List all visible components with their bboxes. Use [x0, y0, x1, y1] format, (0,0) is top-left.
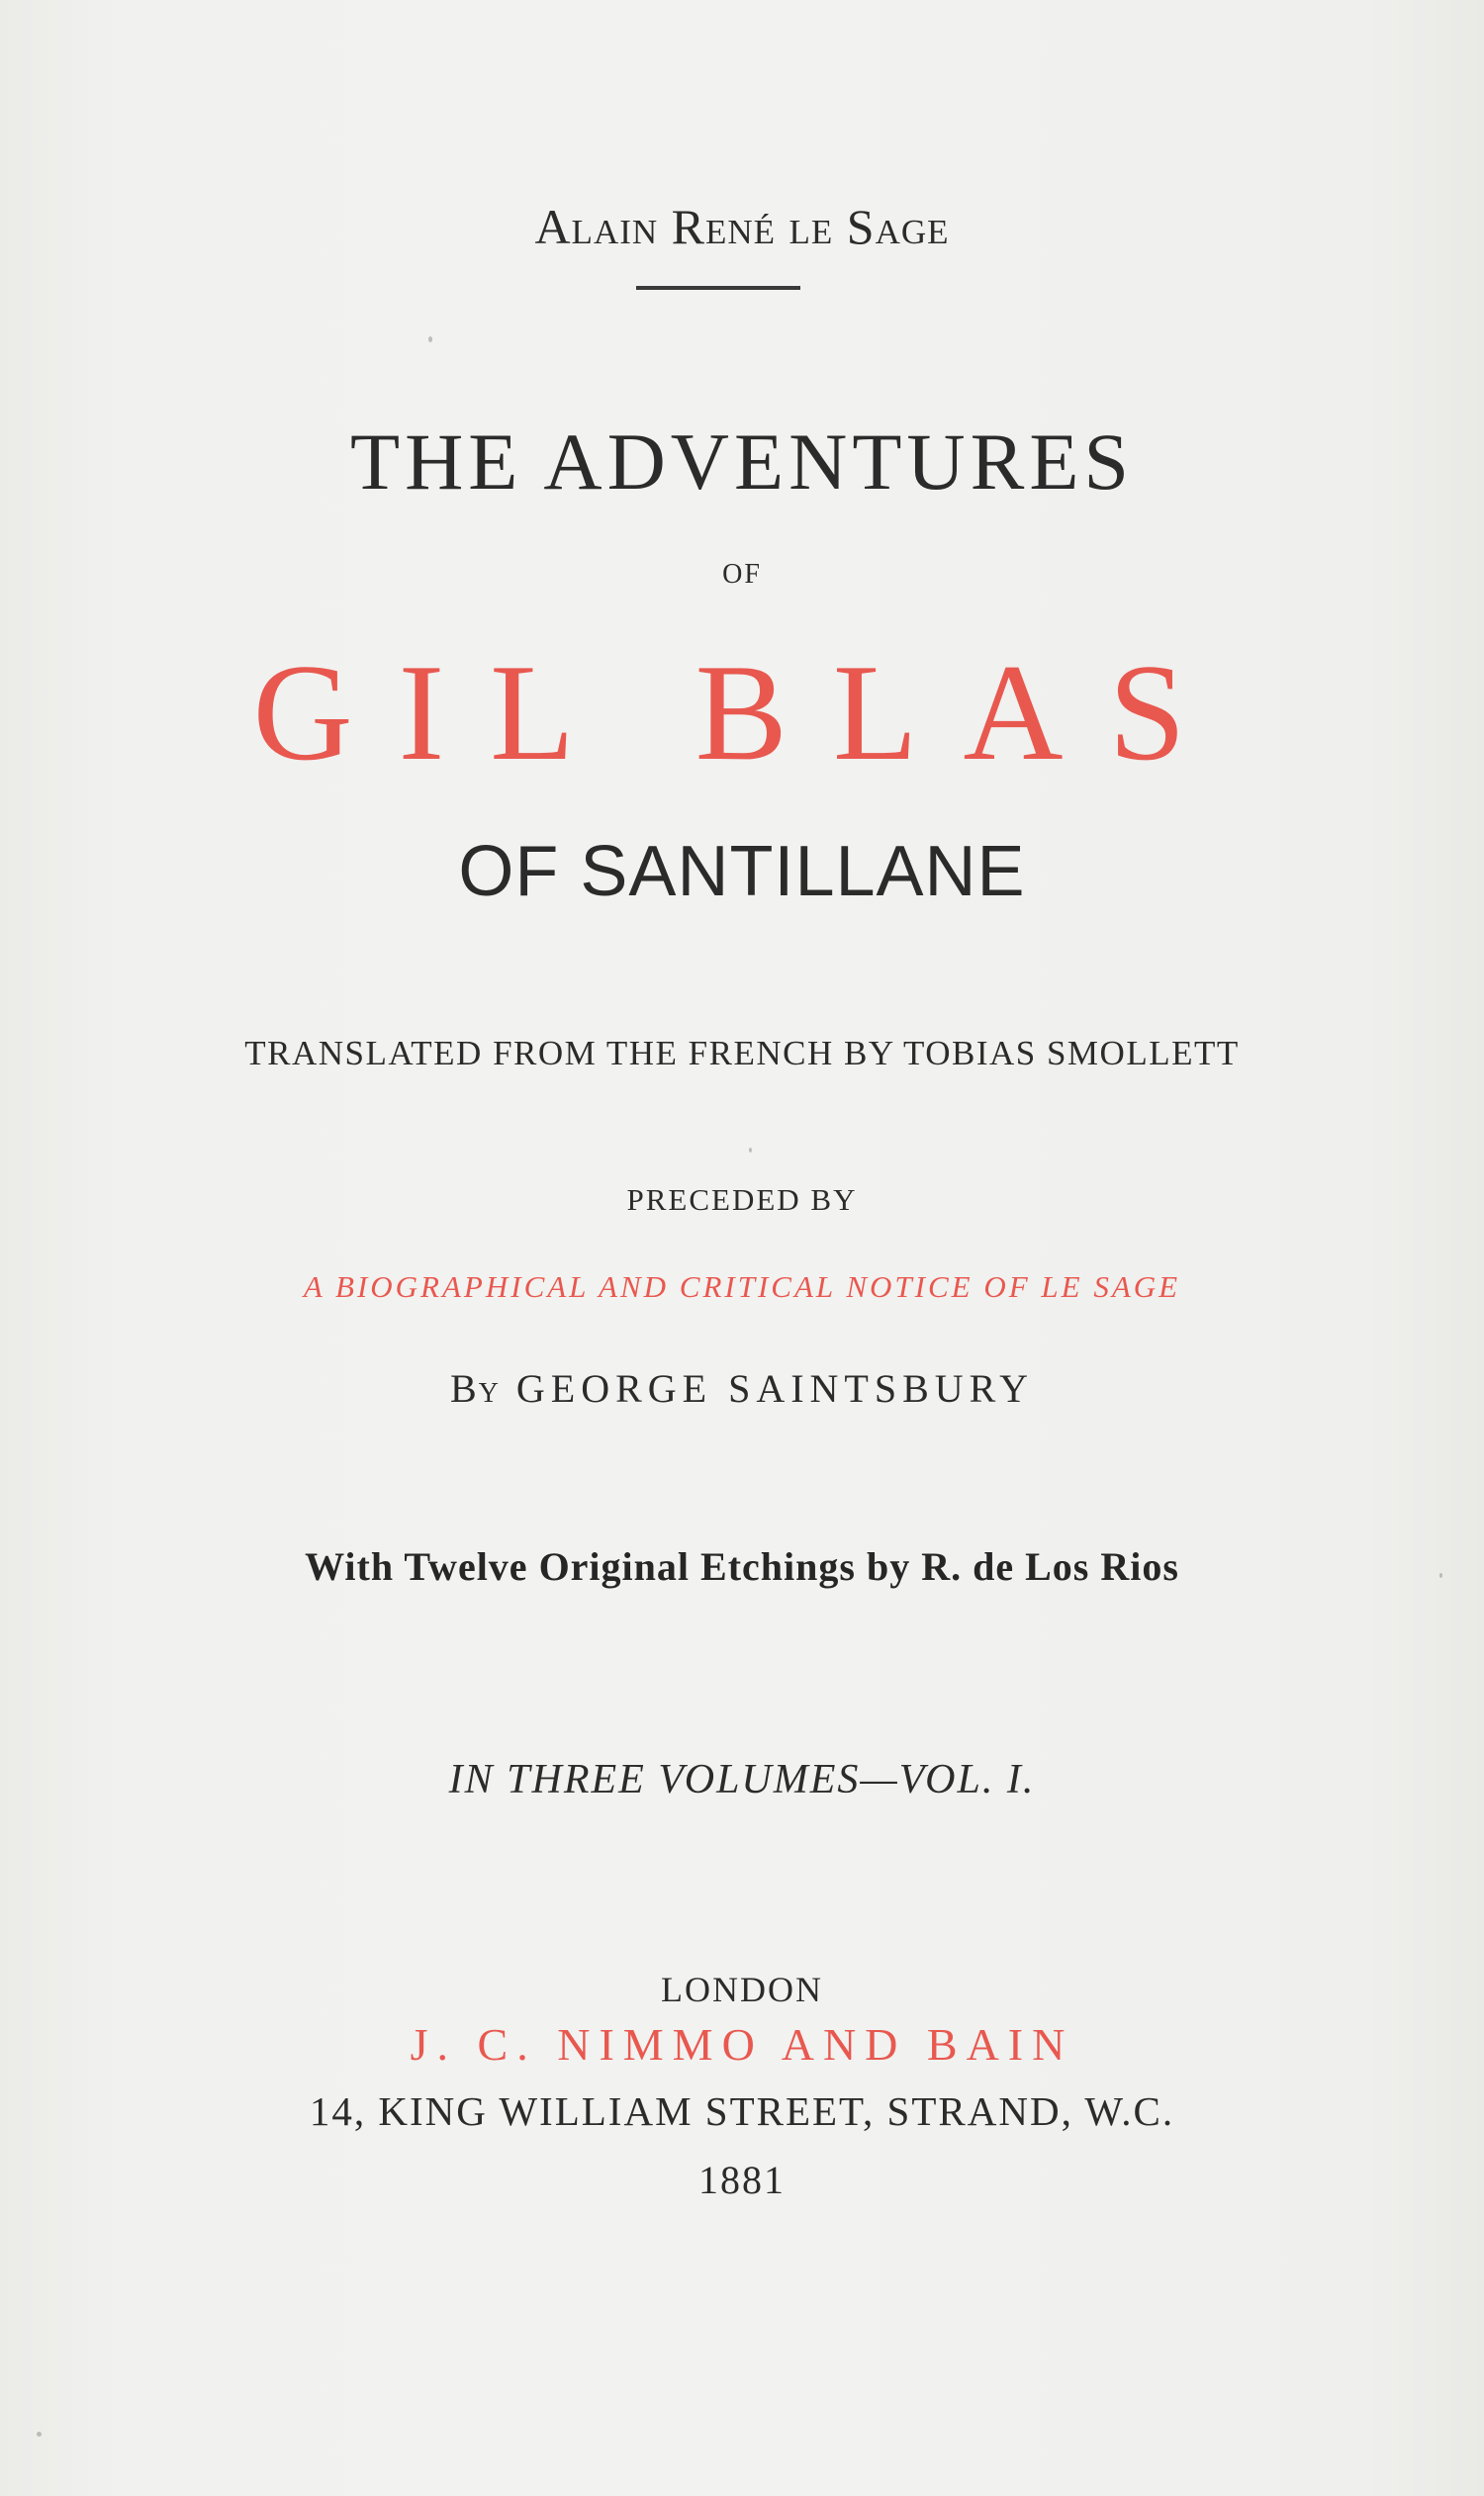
author-rule-divider — [636, 286, 800, 290]
volumes-line: IN THREE VOLUMES—VOL. I. — [448, 1757, 1036, 1803]
preceded-by-line: PRECEDED BY — [626, 1182, 858, 1217]
imprint-publisher: J. C. NIMMO AND BAIN — [410, 2019, 1074, 2070]
byline — [0, 1365, 1484, 1412]
paper-speck — [749, 1148, 752, 1153]
imprint-place: LONDON — [661, 1970, 823, 2009]
translator-line: TRANSLATED FROM THE FRENCH BY TOBIAS SMOLLETT — [244, 1034, 1240, 1072]
paper-speck — [1439, 1573, 1442, 1578]
etchings-line: With Twelve Original Etchings by R. de Los Rios — [305, 1544, 1179, 1589]
title-of-connector: OF — [722, 559, 762, 590]
author-name: Alain René le Sage — [534, 199, 950, 254]
imprint-year: 1881 — [698, 2158, 786, 2202]
byline-author: GEORGE SAINTSBURY — [515, 1366, 1035, 1411]
notice-line: A BIOGRAPHICAL AND CRITICAL NOTICE OF LE SAGE — [303, 1269, 1181, 1304]
paper-speck — [37, 2432, 42, 2437]
title-subtitle: OF SANTILLANE — [458, 832, 1026, 911]
book-title: THE ADVENTURES — [349, 416, 1135, 507]
byline-by-word: By — [449, 1366, 501, 1411]
paper-speck — [428, 336, 432, 342]
main-title-gil-blas: GIL BLAS — [252, 636, 1232, 789]
imprint-address: 14, KING WILLIAM STREET, STRAND, W.C. — [309, 2088, 1175, 2134]
